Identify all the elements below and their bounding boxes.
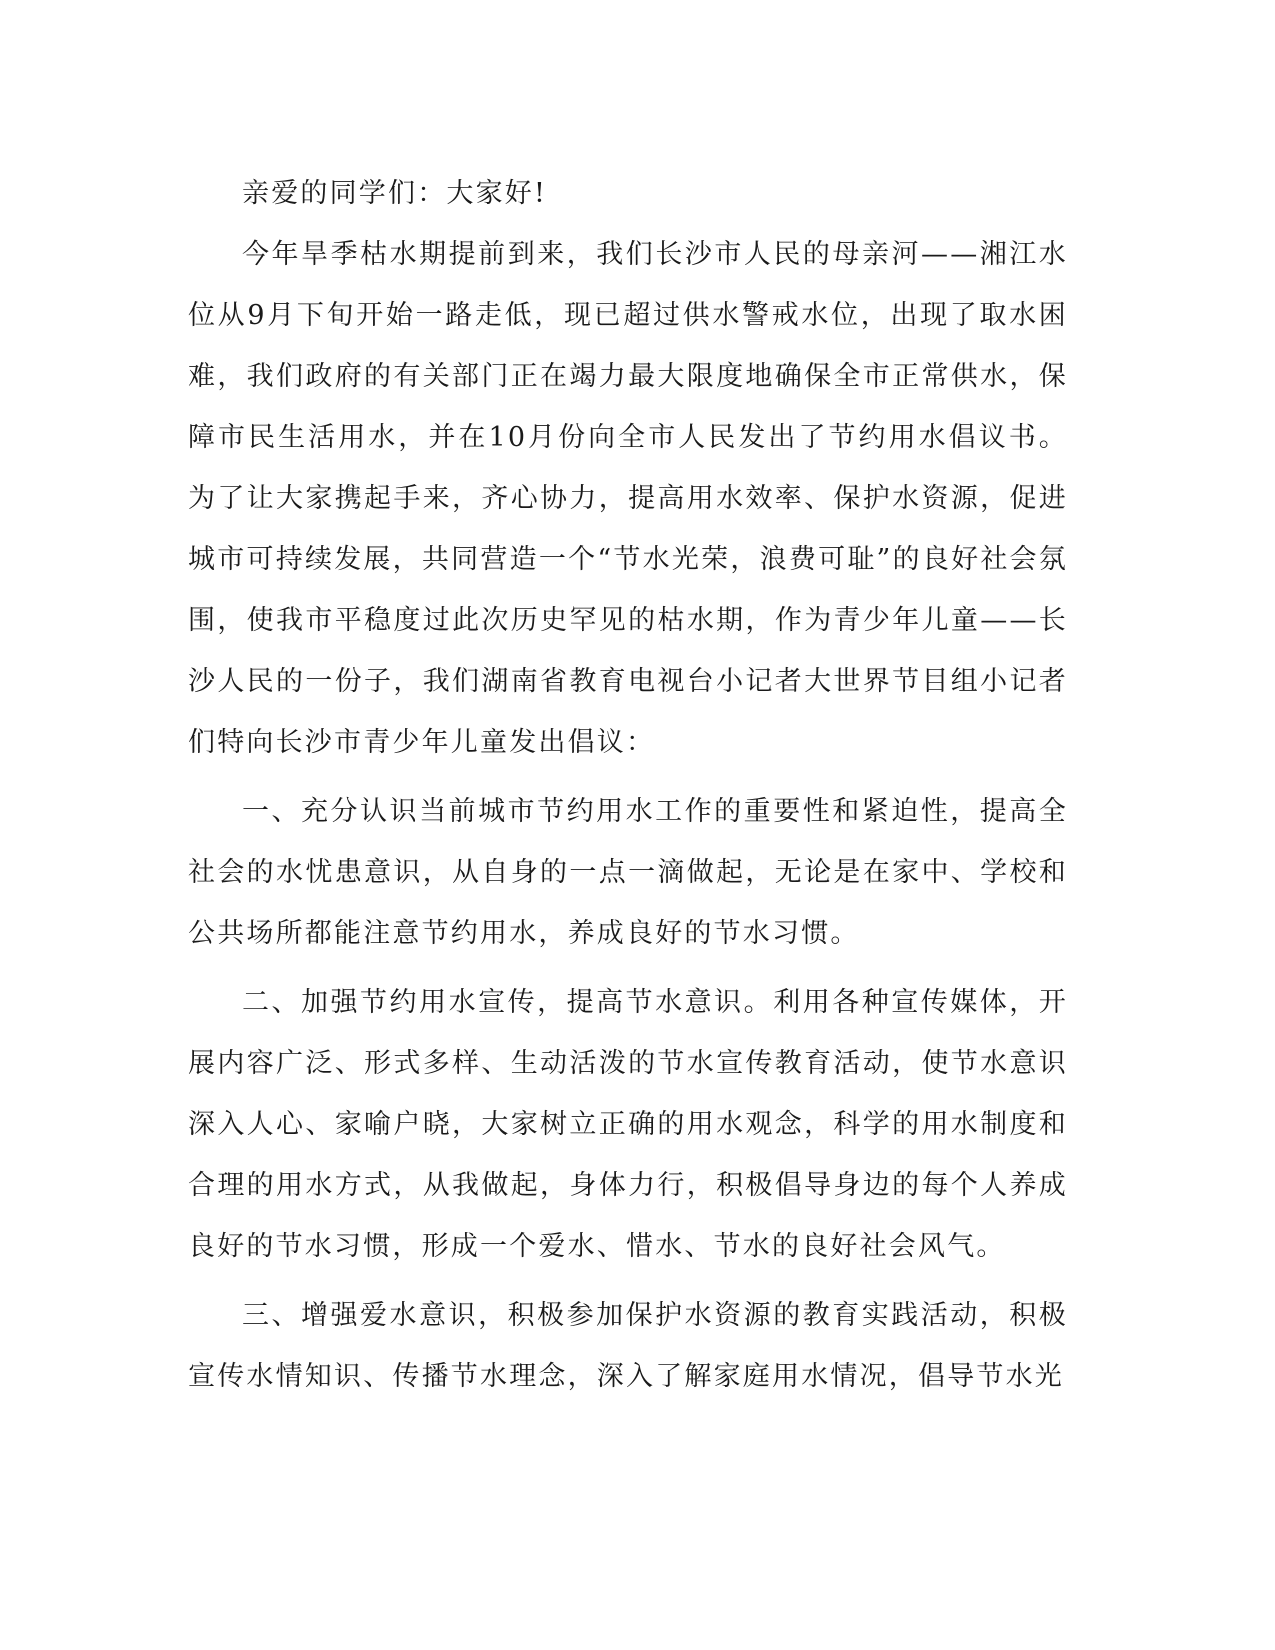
paragraph-point-2: 二、加强节约用水宣传，提高节水意识。利用各种宣传媒体，开展内容广泛、形式多样、生动活泼的节水宣传教育活动，使节水意识深入人心、家喻户晓，大家树立正确的用水观念，科学的用水制度和合理的用水方式，从我做起，身体力行，积极倡导身边的每个人养成良好的节水习惯，形成一个爱水、惜水、节水的良好社会风气。 (188, 987, 1068, 1262)
document-body (188, 163, 1068, 1407)
salutation: 亲爱的同学们：大家好! (242, 178, 548, 209)
paragraph-point-3: 三、增强爱水意识，积极参加保护水资源的教育实践活动，积极宣传水情知识、传播节水理念，深入了解家庭用水情况，倡导节水光 (188, 1300, 1068, 1392)
paragraph-point-1: 一、充分认识当前城市节约用水工作的重要性和紧迫性，提高全社会的水忧患意识，从自身的一点一滴做起，无论是在家中、学校和公共场所都能注意节约用水，养成良好的节水习惯。 (188, 796, 1068, 949)
paragraph-intro: 今年旱季枯水期提前到来，我们长沙市人民的母亲河——湘江水位从9月下旬开始一路走低，现已超过供水警戒水位，出现了取水困难，我们政府的有关部门正在竭力最大限度地确保全市正常供水，保障市民生活用水，并在10月份向全市人民发出了节约用水倡议书。为了让大家携起手来，齐心协力，提高用水效率、保护水资源，促进城市可持续发展，共同营造一个“节水光荣，浪费可耻”的良好社会氛围，使我市平稳度过此次历史罕见的枯水期，作为青少年儿童——长沙人民的一份子，我们湖南省教育电视台小记者大世界节目组小记者们特向长沙市青少年儿童发出倡议： (188, 239, 1068, 758)
